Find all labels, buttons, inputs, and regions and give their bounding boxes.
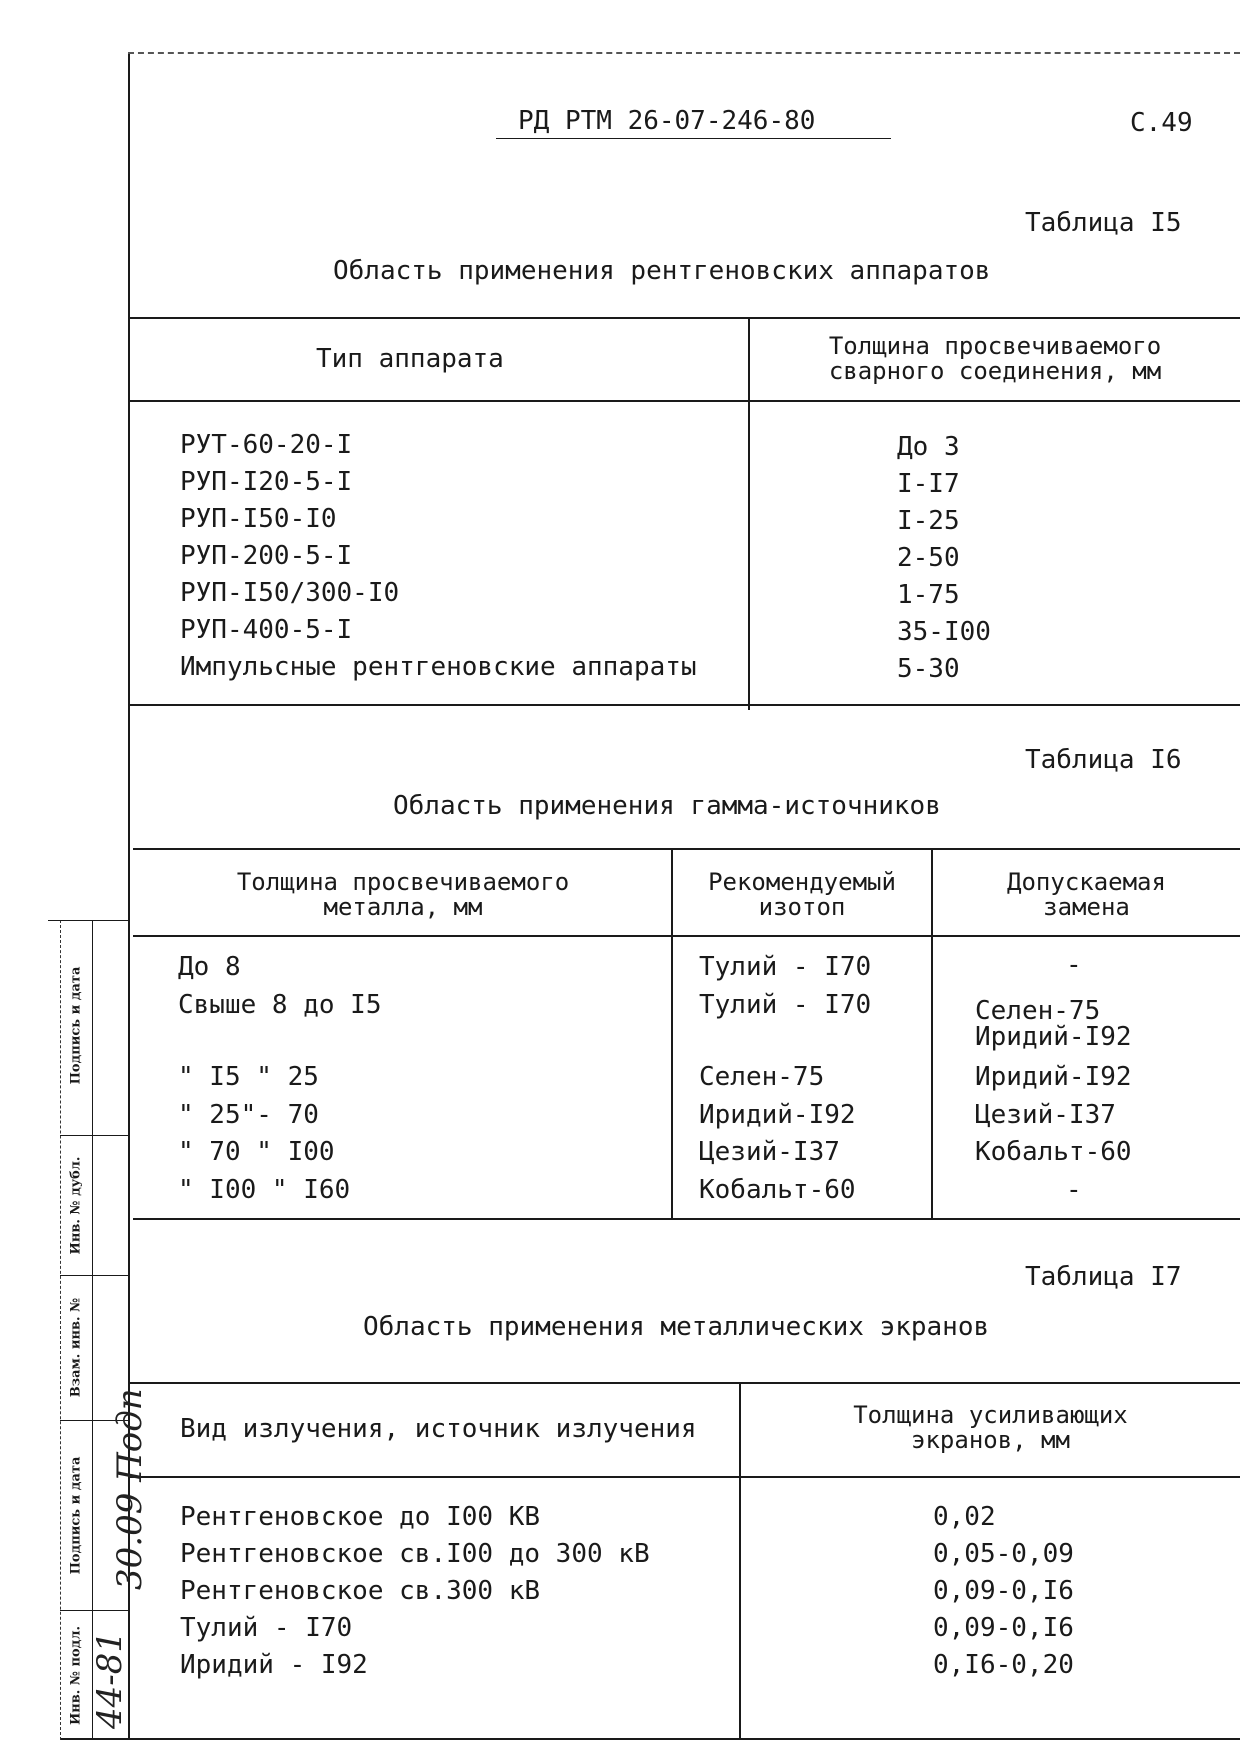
table15-top-rule — [128, 317, 1240, 319]
table16-col2-header — [673, 870, 931, 920]
table16-row1-substitute: - — [1066, 950, 1082, 980]
table17-row5-thickness: 0,I6-0,20 — [933, 1650, 1074, 1680]
table15-row5-thickness: 1-75 — [897, 580, 960, 610]
table16-row2-substitute-2: Иридий-I92 — [975, 1022, 1132, 1052]
table17-top-rule — [128, 1382, 1240, 1384]
stamp-sign-date2-label: Подпись и дата — [68, 1456, 84, 1575]
table15-row3-type: РУП-I50-I0 — [180, 504, 337, 534]
stamp-inv-podl-label: Инв. № подл. — [68, 1625, 84, 1726]
stamp-outer-line — [60, 920, 62, 1740]
table16-col1-header — [135, 870, 671, 920]
table16-row6-isotope: Кобальт-60 — [699, 1175, 856, 1205]
table15-row2-thickness: I-I7 — [897, 469, 960, 499]
table15-row7-type: Импульсные рентгеновские аппараты — [180, 652, 697, 682]
table15-row6-thickness: 35-I00 — [897, 617, 991, 647]
page-bottom-border — [60, 1738, 1240, 1740]
table16-row5-thickness: " 70 " I00 — [178, 1137, 335, 1167]
stamp-handwritten-inv: 44-81 — [90, 1631, 130, 1730]
table16-row5-isotope: Цезий-I37 — [699, 1137, 840, 1167]
stamp-sep-2 — [60, 1135, 128, 1136]
table16-col1-header-line1: Толщина просвечиваемого — [236, 868, 570, 896]
table16-col2-header-line2: изотоп — [758, 893, 846, 921]
table16-col3-header-line1: Допускаемая — [1007, 868, 1166, 896]
table16-row1-thickness: До 8 — [178, 952, 241, 982]
stamp-sep-3 — [60, 1275, 128, 1276]
page-number: С.49 — [1130, 108, 1193, 138]
table15-header-rule — [128, 400, 1240, 402]
table15-row7-thickness: 5-30 — [897, 654, 960, 684]
table15-row1-type: РУТ-60-20-I — [180, 430, 353, 460]
table17-row2-thickness: 0,05-0,09 — [933, 1539, 1074, 1569]
table16-col2-header-line1: Рекомендуемый — [708, 868, 896, 896]
table17-header-rule — [128, 1476, 1240, 1478]
table15-row6-type: РУП-400-5-I — [180, 615, 353, 645]
table17-row3-thickness: 0,09-0,I6 — [933, 1576, 1074, 1606]
stamp-inner-line — [92, 920, 93, 1740]
table15-col2-header — [750, 334, 1240, 384]
table16-bottom-rule — [133, 1218, 1240, 1220]
table17-row4-kind: Тулий - I70 — [180, 1613, 353, 1643]
table16-row4-substitute: Цезий-I37 — [975, 1100, 1116, 1130]
table16-title: Область применения гамма-источников — [393, 791, 941, 821]
table16-row2-isotope: Тулий - I70 — [699, 990, 872, 1020]
table16-row3-isotope: Селен-75 — [699, 1062, 825, 1092]
table15-row2-type: РУП-I20-5-I — [180, 467, 353, 497]
table16-row6-thickness: " I00 " I60 — [178, 1175, 351, 1205]
stamp-sign-date-label: Подпись и дата — [68, 966, 84, 1085]
table16-row3-thickness: " I5 " 25 — [178, 1062, 319, 1092]
table17-row1-kind: Рентгеновское до I00 КВ — [180, 1502, 541, 1532]
stamp-sep-5 — [60, 1610, 128, 1611]
table17-row4-thickness: 0,09-0,I6 — [933, 1613, 1074, 1643]
table15-row1-thickness: До 3 — [897, 432, 960, 462]
table15-title: Область применения рентгеновских аппаратов — [333, 256, 991, 286]
table16-row1-isotope: Тулий - I70 — [699, 952, 872, 982]
table16-col3-header-line2: замена — [1043, 893, 1130, 921]
table16-row2-substitute-1: Селен-75 — [975, 996, 1101, 1026]
page-top-border — [128, 52, 1240, 55]
table16-row5-substitute: Кобальт-60 — [975, 1137, 1132, 1167]
stamp-vzam-inv-label: Взам. инв. № — [68, 1297, 84, 1398]
table16-col1-header-line2: металла, мм — [323, 893, 483, 921]
table16-label: Таблица I6 — [1025, 745, 1182, 775]
table15-bottom-rule — [128, 704, 1240, 706]
table17-col2-header-line1: Толщина усиливающих — [853, 1401, 1128, 1429]
table16-header-rule — [133, 935, 1240, 937]
table15-row4-type: РУП-200-5-I — [180, 541, 353, 571]
table16-top-rule — [133, 848, 1240, 850]
table15-col1-header: Тип аппарата — [316, 344, 504, 374]
table15-row3-thickness: I-25 — [897, 506, 960, 536]
stamp-inv-dubl-label: Инв. № дубл. — [68, 1156, 84, 1255]
table15-row4-thickness: 2-50 — [897, 543, 960, 573]
table16-row6-substitute: - — [1066, 1175, 1082, 1205]
table17-col2-header-line2: экранов, мм — [911, 1426, 1070, 1454]
table15-col2-header-line1: Толщина просвечиваемого — [828, 332, 1162, 360]
table15-label: Таблица I5 — [1025, 208, 1182, 238]
table17-title: Область применения металлических экранов — [363, 1312, 990, 1342]
table16-row4-isotope: Иридий-I92 — [699, 1100, 856, 1130]
table17-row2-kind: Рентгеновское св.I00 до 300 кВ — [180, 1539, 650, 1569]
table16-col3-header — [933, 870, 1240, 920]
table17-row1-thickness: 0,02 — [933, 1502, 996, 1532]
table17-row5-kind: Иридий - I92 — [180, 1650, 368, 1680]
table17-col1-header: Вид излучения, источник излучения — [180, 1414, 697, 1444]
table16-row3-substitute: Иридий-I92 — [975, 1062, 1132, 1092]
document-code: РД РТМ 26-07-246-80 — [518, 106, 816, 136]
table17-label: Таблица I7 — [1025, 1262, 1182, 1292]
table17-row3-kind: Рентгеновское св.300 кВ — [180, 1576, 541, 1606]
stamp-sep-1 — [48, 920, 128, 921]
table15-row5-type: РУП-I50/300-I0 — [180, 578, 400, 608]
stamp-handwritten-date: 30.09 Подп — [110, 1388, 150, 1590]
table17-col2-header — [741, 1403, 1240, 1453]
table16-row4-thickness: " 25"- 70 — [178, 1100, 319, 1130]
table16-row2-thickness: Свыше 8 до I5 — [178, 990, 382, 1020]
table15-col2-header-line2: сварного соединения, мм — [828, 357, 1162, 385]
document-code-underline — [496, 138, 891, 139]
